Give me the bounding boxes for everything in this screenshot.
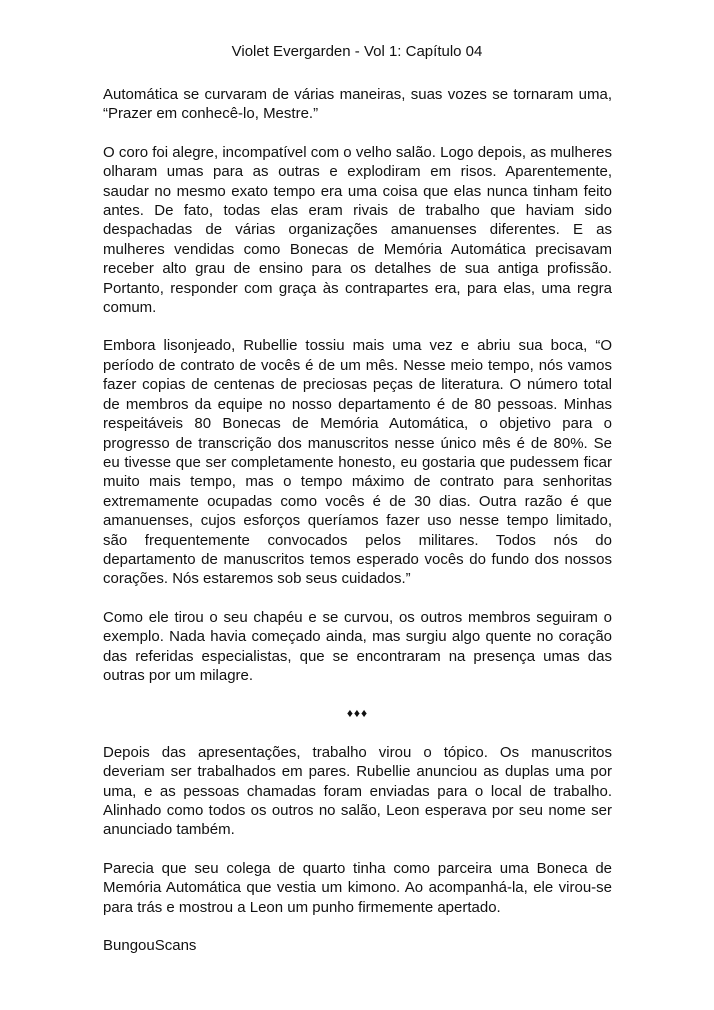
paragraph: Como ele tirou o seu chapéu e se curvou, os outros membros seguiram o exemplo. Nada havia começado ainda, mas surgiu algo quente no coração das referidas especialistas, que se encontraram na presença umas das outras por um milagre. <box>103 608 612 684</box>
paragraph: Automática se curvaram de várias maneiras, suas vozes se tornaram uma, “Prazer em conhecê-lo, Mestre.” <box>103 86 612 123</box>
credit-text: BungouScans <box>103 937 197 955</box>
page-header: Violet Evergarden - Vol 1: Capítulo 04 <box>231 43 483 60</box>
paragraph: O coro foi alegre, incompatível com o velho salão. Logo depois, as mulheres olharam umas para as outras e explodiram em risos. Aparentemente, saudar no mesmo exato tempo era uma coisa que elas nunca tinham feito antes. De fato, todas elas eram rivais de trabalho que haviam sido despachadas de várias organizações amanuenses diferentes. E as mulheres vendidas como Bonecas de Memória Automática precisavam receber alto grau de ensino para os detalhes de sua antiga profissão. Portanto, responder com graça às contrapartes era, para elas, uma regra comum. <box>103 143 612 317</box>
paragraph: Depois das apresentações, trabalho virou o tópico. Os manuscritos deveriam ser trabalhados em pares. Rubellie anunciou as duplas uma por uma, e as pessoas chamadas foram enviadas para o local de trabalho. Alinhado como todos os outros no salão, Leon esperava por seu nome ser anunciado também. <box>103 743 612 839</box>
page-content <box>103 85 612 974</box>
paragraph: Embora lisonjeado, Rubellie tossiu mais uma vez e abriu sua boca, “O período de contrato de vocês é de um mês. Nesse meio tempo, nós vamos fazer copias de centenas de preciosas peças de literatura. O número total de membros da equipe no nosso departamento é de 80 pessoas. Minhas respeitáveis 80 Bonecas de Memória Automática, o objetivo para o progresso de transcrição dos manuscritos nesse único mês é de 80%. Se eu tivesse que ser completamente honesto, eu gostaria que pudessem ficar muito mais tempo, mas o tempo máximo de contrato para senhoritas extremamente ocupadas como vocês é de 30 dias. Outra razão é que amanuenses, cujos esforços queríamos fazer uso nesse tempo limitado, são frequentemente convocados pelos militares. Todos nós do departamento de manuscritos temos esperado vocês do fundo dos nossos corações. Nós estaremos sob seus cuidados.” <box>103 337 612 588</box>
section-separator: ♦♦♦ <box>346 706 369 721</box>
paragraph: Parecia que seu colega de quarto tinha como parceira uma Boneca de Memória Automática que vestia um kimono. Ao acompanhá-la, ele virou-se para trás e mostrou a Leon um punho firmemente apertado. <box>103 859 612 916</box>
